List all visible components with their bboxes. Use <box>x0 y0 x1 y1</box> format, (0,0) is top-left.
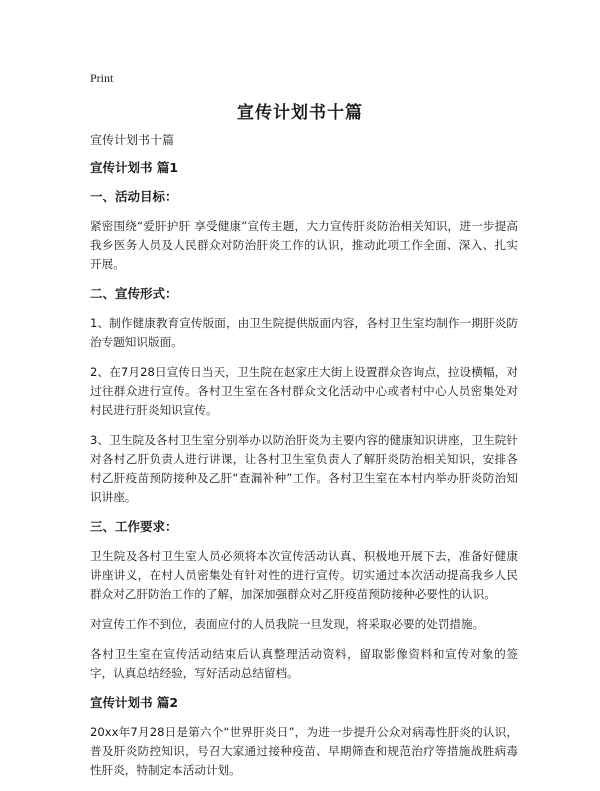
paragraph-requirements-3: 各村卫生室在宣传活动结束后认真整理活动资料，留取影像资料和宣传对象的签字，认真总结经验，写好活动总结留档。 <box>90 647 518 680</box>
document-title: 宣传计划书十篇 <box>237 103 363 123</box>
section-heading-part2: 宣传计划书 篇2 <box>90 695 179 710</box>
section-heading-form: 二、宣传形式： <box>90 286 178 301</box>
document-body <box>90 132 518 791</box>
paragraph-part2-intro: 20xx年7月28日是第六个“世界肝炎日”，为进一步提升公众对病毒性肝炎的认识，普及肝炎防控知识，号召大家通过接种疫苗、早期筛查和规范治疗等措施战胜病毒性肝炎，特制定本活动计划。 <box>90 725 518 777</box>
section-heading-requirements: 三、工作要求： <box>90 519 178 534</box>
document-subtitle: 宣传计划书十篇 <box>90 133 175 147</box>
print-link[interactable]: Print <box>90 71 114 85</box>
paragraph-form-1: 1、制作健康教育宣传版面，由卫生院提供版面内容，各村卫生室均制作一期肝炎防治专题知识版面。 <box>90 316 518 349</box>
paragraph-form-3: 3、卫生院及各村卫生室分别举办以防治肝炎为主要内容的健康知识讲座，卫生院针对各村乙肝负责人进行讲课，让各村卫生室负责人了解肝炎防治相关知识，安排各村乙肝疫苗预防接种及乙肝“查漏补种”工作。各村卫生室在本村内举办肝炎防治知识讲座。 <box>90 433 518 504</box>
paragraph-requirements-2: 对宣传工作不到位，表面应付的人员我院一旦发现，将采取必要的处罚措施。 <box>90 617 485 631</box>
paragraph-form-2: 2、在7月28日宣传日当天，卫生院在赵家庄大街上设置群众咨询点，拉设横幅，对过往群众进行宣传。各村卫生室在各村群众文化活动中心或者村中心人员密集处对村民进行肝炎知识宣传。 <box>90 365 518 417</box>
section-heading-goal: 一、活动目标： <box>90 189 178 204</box>
paragraph-requirements-1: 卫生院及各村卫生室人员必须将本次宣传活动认真、积极地开展下去，准备好健康讲座讲义，在村人员密集处有针对性的进行宣传。切实通过本次活动提高我乡人民群众对乙肝防治工作的了解，加深加强群众对乙肝疫苗预防接种必要性的认识。 <box>90 549 518 601</box>
section-heading-part1: 宣传计划书 篇1 <box>90 160 179 175</box>
paragraph-goal: 紧密围绕“爱肝护肝 享受健康”宣传主题，大力宣传肝炎防治相关知识，进一步提高我乡医务人员及人民群众对防治肝炎工作的认识，推动此项工作全面、深入、扎实开展。 <box>90 219 518 271</box>
